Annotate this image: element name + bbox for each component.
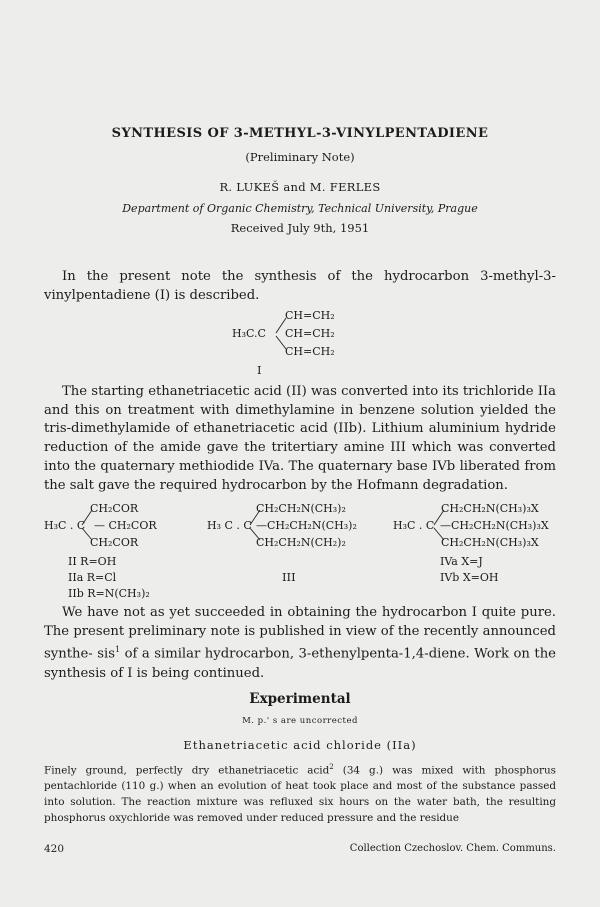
compound-IV-branch-bottom: CH₂CH₂N(CH₃)₃X	[441, 536, 539, 549]
status-line-2: present preliminary note is published in view of the recently announced synthe-	[44, 623, 556, 662]
compound-IV-center: H₃C . C	[393, 519, 435, 532]
compound-III-branch-top: CH₂CH₂N(CH₃)₂	[256, 502, 346, 515]
compound-II-label: II R=OH	[68, 555, 117, 568]
received-date: Received July 9th, 1951	[230, 221, 370, 235]
compound-IIa-label: IIa R=Cl	[68, 571, 117, 584]
status-line-4: of I is being continued.	[110, 665, 265, 681]
compound-III-branch-middle: —CH₂CH₂N(CH₃)₂	[256, 519, 357, 532]
compound-IV-branch-middle: —CH₂CH₂N(CH₃)₃X	[440, 519, 549, 532]
compound-II-branch-bottom: CH₂COR	[90, 536, 139, 549]
compound-I-label: I	[257, 363, 262, 377]
compound-IV-branch-top: CH₂CH₂N(CH₃)₃X	[441, 502, 539, 515]
journal-name: Collection Czechoslov. Chem. Communs.	[349, 843, 556, 854]
synthesis-paragraph	[44, 383, 556, 495]
experimental-text-b: (34 g.) was mixed with phosphorus pentachloride (110 g.) when an evolution of heat took place and most of the substance passed into solution. The reaction mixture was refluxed six hours on the water bath, the resulting phosphorus oxychloride was removed under reduced pressure and the residue	[44, 764, 556, 824]
section-heading-IIa: Ethanetriacetic acid chloride (IIa)	[183, 738, 417, 752]
compound-III-branch-bottom: CH₂CH₂N(CH₂)₂	[256, 536, 346, 549]
status-line-1: We have not as yet succeeded in obtaining the hydrocarbon I quite pure. The	[44, 605, 556, 639]
status-line-3b: of a similar hydrocarbon, 3-ethenylpenta-1,4-diene. Work on the synthesis	[44, 646, 556, 681]
compound-III-center: H₃ C . C	[207, 519, 252, 532]
experimental-text-a: Finely ground, perfectly dry ethanetriacetic acid	[44, 764, 330, 777]
synthesis-text: The starting ethanetriacetic acid (II) was converted into its trichloride IIa and this on treatment with dimethylamine in benzene solution yielded the tris-dimethylamide of ethanetriacetic acid (IIb). Lithium aluminium hydride reduction of the amide gave the tritertiary amine III which was converted into the quaternary methiodide IVa. The quaternary base IVb liberated from the salt gave the required hydrocarbon by the Hofmann degradation.	[44, 384, 556, 493]
article-title: SYNTHESIS OF 3-METHYL-3-VINYLPENTADIENE	[111, 126, 489, 141]
article-authors: R. LUKEŠ and M. FERLES	[219, 180, 381, 194]
reference-mark-2: 2	[329, 763, 334, 771]
compound-I-branch-middle: CH=CH₂	[285, 327, 335, 340]
status-paragraph	[44, 604, 556, 683]
intro-paragraph	[44, 268, 556, 305]
compound-III-label: III	[282, 570, 296, 584]
compound-I-center: H₃C.C	[232, 327, 266, 340]
compound-II-center: H₃C . C	[44, 519, 86, 532]
page-number: 420	[44, 843, 65, 855]
compound-IIb-label: IIb R=N(CH₃)₂	[68, 587, 150, 600]
article-subtitle: (Preliminary Note)	[245, 150, 355, 164]
compound-I-branch-bottom: CH=CH₂	[285, 345, 335, 358]
experimental-heading: Experimental	[249, 691, 351, 707]
compound-I-branch-top: CH=CH₂	[285, 309, 335, 322]
compound-II-branch-middle: — CH₂COR	[94, 519, 157, 532]
melting-point-note: M. p.' s are uncorrected	[242, 716, 358, 726]
experimental-paragraph	[44, 760, 556, 827]
intro-text: In the present note the synthesis of the hydrocarbon 3-methyl-3-vinylpentadiene (I) is described.	[44, 269, 556, 303]
compound-IVb-label: IVb X=OH	[440, 571, 499, 584]
status-line-3: sis	[97, 646, 116, 662]
compound-IVa-label: IVa X=J	[440, 555, 483, 568]
reference-mark-1: 1	[115, 645, 121, 655]
article-affiliation: Department of Organic Chemistry, Technical University, Prague	[122, 202, 478, 215]
compound-II-branch-top: CH₂COR	[90, 502, 139, 515]
